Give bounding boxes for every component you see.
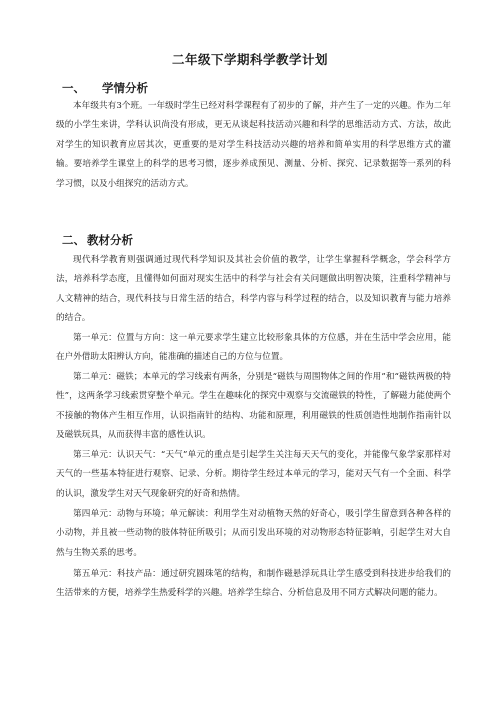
section-heading-text: 教材分析 xyxy=(87,233,133,247)
paragraph-learner-analysis: 本年级共有3个班。一年级时学生已经对科学课程有了初步的了解，并产生了一定的兴趣。作为二年级的小学生来讲，学科认识尚没有形成，更无从谈起科技活动兴趣和科学的思维活动方式、方法，故此对学生的知识教育应居其次，更重要的是对学生科技活动兴趣的培养和简单实用的科学思维方式的灌输。要培养学生课堂上的科学的思考习惯，逐步养成预见、测量、分析、探究、记录数据等一系列的科学习惯，以及小组探究的活动方式。 xyxy=(56,101,451,189)
page-title: 二年级下学期科学教学计划 xyxy=(171,52,328,67)
paragraph-material-overview: 现代科学教育则强调通过现代科学知识及其社会价值的教学，让学生掌握科学概念，学会科学方法，培养科学态度，且懂得如何面对现实生活中的科学与社会有关问题做出明智决策，注重科学精神与人文精神的结合，现代科技与日常生活的结合，科学内容与科学过程的结合，以及知识教育与能力培养的结合。 xyxy=(56,255,451,324)
section-heading-text: 学情分析 xyxy=(102,81,148,95)
paragraph-unit-1: 第一单元：位置与方向：这一单元要求学生建立比较形象具体的方位感，并在生活中学会应用，能在户外借助太阳辨认方向，能准确的描述自己的方位与位置。 xyxy=(56,333,451,363)
paragraph-unit-5: 第五单元：科技产品：通过研究圆珠笔的结构，和制作磁悬浮玩具让学生感受到科技进步给我们的生活带来的方便，培养学生热爱科学的兴趣。培养学生综合、分析信息及用不同方式解决问题的能力。 xyxy=(56,569,451,599)
section-heading-material-analysis xyxy=(62,232,133,248)
paragraph-unit-2: 第二单元：磁铁；本单元的学习线索有两条，分别是“磁铁与周围物体之间的作用”和“磁铁两极的特性”，这两条学习线索贯穿整个单元。学生在趣味化的探究中观察与交流磁铁的特性，了解磁力能使两个不接触的物体产生相互作用，认识指南针的结构、功能和原理，利用磁铁的性质创造性地制作指南针以及磁铁玩具，从而获得丰富的感性认识。 xyxy=(56,372,451,441)
section-heading-learner-analysis xyxy=(62,80,148,96)
paragraph-unit-3: 第三单元：认识天气：“天气”单元的重点是引起学生关注每天天气的变化，并能像气象学家那样对天气的一些基本特征进行观察、记录、分析。期待学生经过本单元的学习，能对天气有一个全面、科学的认识，激发学生对天气现象研究的好奇和热情。 xyxy=(56,450,451,499)
paragraph-unit-4: 第四单元：动物与环境；单元解读：利用学生对动植物天然的好奇心，吸引学生留意到各种各样的小动物，并且被一些动物的肢体特征所吸引；从而引发出环境的对动物形态特征影响，引起学生对大自然与生物关系的思考。 xyxy=(56,509,451,558)
section-number: 一、 xyxy=(62,81,85,95)
section-number: 二、 xyxy=(62,233,85,247)
